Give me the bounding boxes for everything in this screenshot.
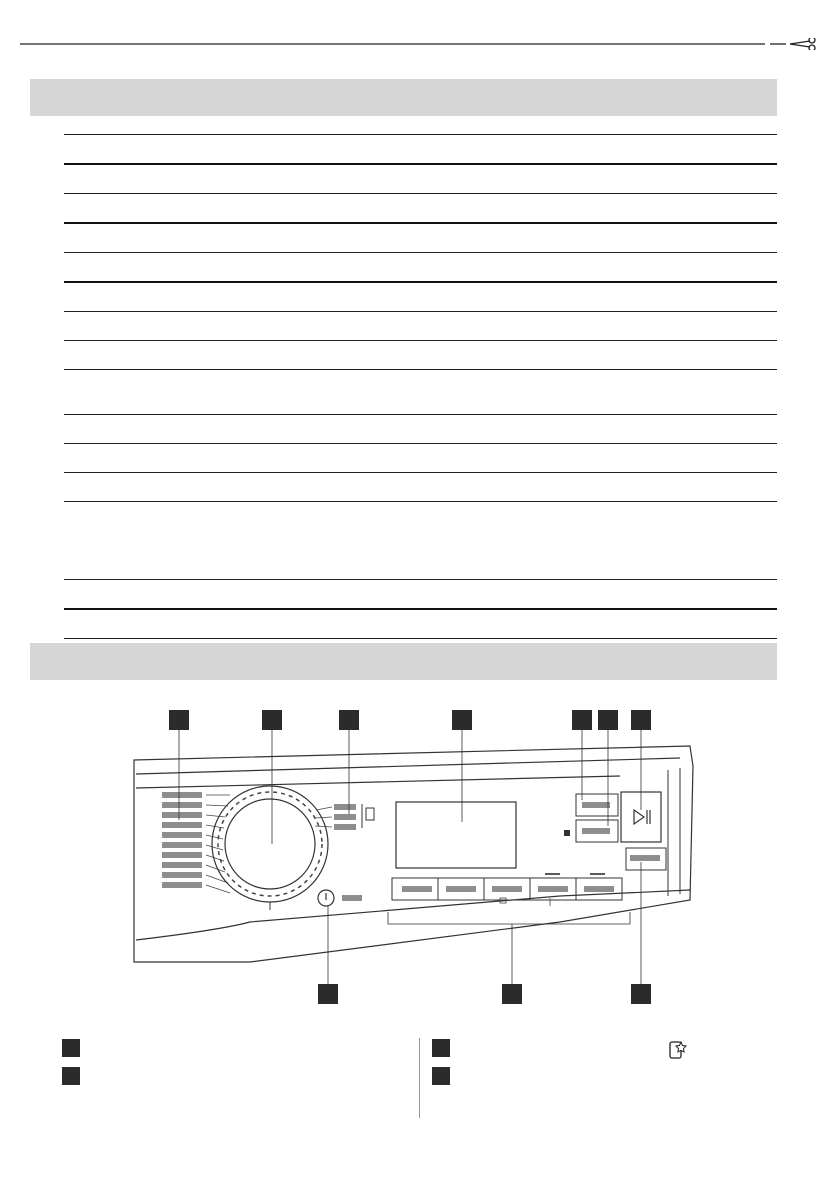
table-row xyxy=(64,443,777,472)
table-row xyxy=(64,252,777,281)
section-header-bar xyxy=(30,79,777,116)
table-row xyxy=(64,414,777,443)
table-row xyxy=(64,579,777,608)
table-row xyxy=(64,134,777,163)
callout-marker xyxy=(318,984,338,1004)
table-row xyxy=(64,281,777,311)
callout-marker xyxy=(62,1039,80,1057)
option-button[interactable] xyxy=(402,886,432,892)
option-button[interactable] xyxy=(492,886,522,892)
callout-marker xyxy=(631,710,651,730)
smartphone-icon xyxy=(362,804,374,828)
legend-left xyxy=(62,1039,402,1095)
door-release-button[interactable] xyxy=(630,855,660,861)
callout-marker xyxy=(262,710,282,730)
legend-item xyxy=(62,1067,402,1089)
legend-item xyxy=(432,1067,772,1089)
legend-right xyxy=(432,1039,772,1095)
legend-item xyxy=(62,1039,402,1061)
control-panel-diagram xyxy=(120,700,710,1010)
section-header-bar xyxy=(30,643,777,680)
option-button[interactable] xyxy=(584,886,614,892)
callout-marker xyxy=(631,984,651,1004)
table-row xyxy=(64,501,777,579)
option-button[interactable] xyxy=(446,886,476,892)
table-row xyxy=(64,340,777,369)
callout-marker xyxy=(339,710,359,730)
table-end-rule xyxy=(64,638,777,639)
specification-table xyxy=(64,134,777,639)
play-pause-icon xyxy=(634,810,650,824)
table-row xyxy=(64,608,777,638)
callout-marker xyxy=(502,984,522,1004)
table-row xyxy=(64,311,777,340)
legend-divider xyxy=(419,1038,420,1118)
legend-item xyxy=(432,1039,772,1061)
table-row xyxy=(64,222,777,252)
table-row xyxy=(64,163,777,193)
callout-marker xyxy=(452,710,472,730)
scissors-icon xyxy=(770,38,815,50)
smartphone-star-icon xyxy=(668,1040,688,1060)
callout-marker xyxy=(432,1039,450,1057)
callout-marker xyxy=(62,1067,80,1085)
callout-marker xyxy=(572,710,592,730)
callout-marker xyxy=(432,1067,450,1085)
wifi-icon xyxy=(564,830,570,836)
table-row xyxy=(64,193,777,222)
program-knob[interactable] xyxy=(212,786,328,902)
delay-start-button[interactable] xyxy=(582,802,610,808)
callout-marker xyxy=(169,710,189,730)
scissors-cut-line xyxy=(20,38,820,50)
table-row xyxy=(64,472,777,501)
option-button[interactable] xyxy=(538,886,568,892)
callout-marker xyxy=(598,710,618,730)
remote-control-button[interactable] xyxy=(582,828,610,834)
display-screen xyxy=(396,802,516,868)
table-row xyxy=(64,369,777,414)
